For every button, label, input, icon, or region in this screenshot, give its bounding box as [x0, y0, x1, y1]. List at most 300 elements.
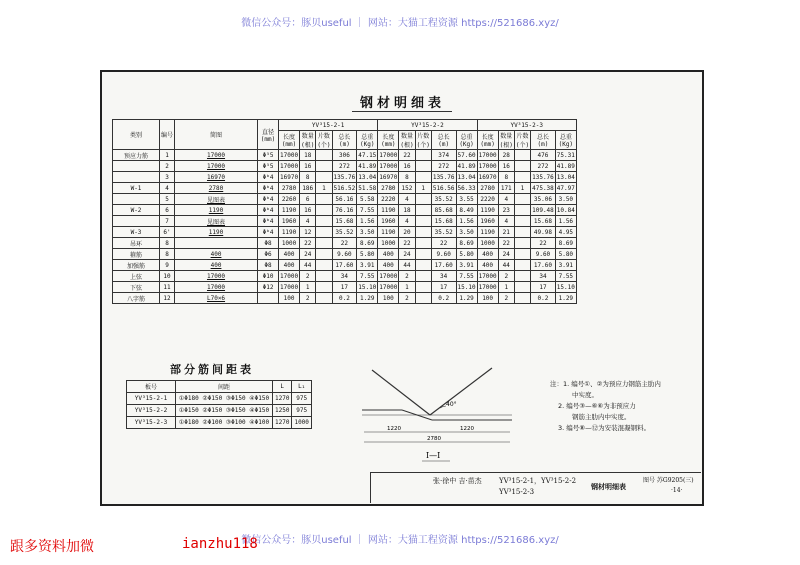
cell-value: 476: [531, 150, 556, 161]
cell-value: 34: [531, 271, 556, 282]
cell-value: 2: [498, 293, 514, 304]
cell-value: 17000: [280, 283, 299, 291]
cell-value: [514, 194, 530, 205]
cell-value: [514, 172, 530, 183]
cell-value: 1.29: [456, 293, 477, 304]
cell-value: 516.56: [432, 184, 455, 192]
cell-value: 17000: [379, 151, 398, 159]
cell-diameter: Φᵇ4: [258, 172, 279, 183]
cell-number: 5: [160, 194, 175, 205]
subheader-3-2: 数量 (根): [498, 131, 514, 150]
cell-value: 4: [498, 216, 514, 227]
cell-diameter: Φᵇ4: [258, 205, 279, 216]
cell-value: 3.50: [456, 227, 477, 238]
cell-number: 12: [160, 293, 175, 304]
cell-value: 3.55: [456, 194, 477, 205]
cell-sketch: 400: [175, 260, 258, 271]
angle-label: 40°: [446, 401, 457, 408]
cell-value: 3.91: [456, 260, 477, 271]
cell-value: 171: [498, 183, 514, 194]
cell-sketch: 17000: [175, 282, 258, 293]
cell-number: 8: [160, 238, 175, 249]
cell-sketch: 见图表: [175, 194, 258, 205]
table-row: [113, 282, 577, 293]
table-row: [113, 161, 577, 172]
cell-value: 1.56: [456, 216, 477, 227]
cell-value: 57.60: [457, 151, 476, 159]
cell-category: 加强筋: [113, 260, 160, 271]
steel-table-header-row1: [113, 120, 577, 131]
spacing-title: 部分筋间距表: [170, 363, 254, 376]
header-sketch: 简图: [175, 120, 258, 150]
cell-value: [415, 205, 431, 216]
cell-value: 15.10: [457, 283, 476, 291]
cell-value: [415, 282, 431, 293]
table-row: [113, 183, 577, 194]
cell-value: 1: [415, 183, 431, 194]
cell-value: 24: [498, 249, 514, 260]
note-line-3: 2. 编号③—⑥⑥为非预应力: [558, 402, 636, 410]
subheader-3-1: 长度 (mm): [477, 131, 498, 150]
cell-value: 186: [300, 183, 316, 194]
cell-value: 1000: [279, 238, 300, 249]
cell-value: 5.58: [357, 194, 378, 205]
cell-value: 5.80: [357, 249, 378, 260]
table-row: [113, 227, 577, 238]
cell-value: 8.69: [456, 238, 477, 249]
cell-value: 400: [477, 260, 498, 271]
cell-value: [415, 260, 431, 271]
cell-value: [415, 216, 431, 227]
cell-value: 22: [431, 238, 456, 249]
cell-number: 10: [160, 271, 175, 282]
spacing-row: [127, 405, 312, 417]
cell-value: 15.68: [332, 216, 357, 227]
table-row: [113, 205, 577, 216]
cell-value: 2220: [477, 194, 498, 205]
cell-value: 51.58: [358, 184, 377, 192]
cell-value: 17000: [478, 272, 497, 280]
cell-value: 22: [498, 238, 514, 249]
cell-value: 44: [300, 260, 316, 271]
spacing-table-body: [127, 393, 312, 429]
cell-category: 箍筋: [113, 249, 160, 260]
table-row: [113, 238, 577, 249]
header-group-3: YV³15-2-3: [477, 120, 576, 131]
cell-value: [415, 150, 431, 161]
header-diameter-label: 直径: [262, 128, 275, 136]
cell-value: 16: [300, 161, 316, 172]
cell-value: [514, 150, 530, 161]
subheader-1-4: 总长 (m): [332, 131, 357, 150]
cell-value: 47.97: [556, 184, 575, 192]
notes-block: [550, 379, 661, 434]
table-row: [113, 260, 577, 271]
cell-value: 7.55: [357, 271, 378, 282]
bent-arm-right: [430, 368, 492, 415]
cell-value: 13.04: [358, 173, 377, 181]
title-block-atlas-no: 图号 苏G9205(三): [643, 477, 694, 484]
cell-value: 100: [477, 293, 498, 304]
cell-value: 21: [498, 227, 514, 238]
cell-number: 4: [160, 183, 175, 194]
cell-category: [113, 216, 160, 227]
cell-value: [316, 205, 332, 216]
cell-value: [514, 249, 530, 260]
subheader-2-4: 总长 (m): [431, 131, 456, 150]
cell-value: 7.55: [456, 271, 477, 282]
cell-value: 1190: [279, 227, 300, 238]
dim-label-2: 1220: [460, 426, 474, 432]
cell-value: [316, 282, 332, 293]
cell-sketch: 见图表: [175, 216, 258, 227]
cell-value: 1190: [378, 227, 399, 238]
note-line-5: 3. 编号⑧—⑫为安装混凝钢料。: [558, 424, 651, 432]
cell-value: 10.84: [556, 206, 575, 214]
cell-value: [415, 194, 431, 205]
cell-value: 28: [498, 150, 514, 161]
cell-value: 35.52: [431, 227, 456, 238]
cell-value: 56.33: [457, 184, 476, 192]
cell-value: 0.2: [332, 293, 357, 304]
spacing-cell-spacing: ①Φ180 ②Φ100 ③Φ100 ④Φ100: [176, 417, 273, 429]
bent-bar-diagram: [342, 360, 542, 470]
cell-value: 41.89: [457, 162, 476, 170]
spacing-cell-board: YV³15-2-1: [127, 393, 176, 405]
cell-sketch: [175, 238, 258, 249]
table-row: [113, 194, 577, 205]
spacing-header-board: 板号: [127, 381, 176, 393]
cell-value: 4.95: [555, 227, 576, 238]
subheader-1-3: 片数 (个): [316, 131, 332, 150]
cell-value: [514, 271, 530, 282]
cell-value: 12: [300, 227, 316, 238]
table-row: [113, 249, 577, 260]
cell-value: 4: [300, 216, 316, 227]
cell-value: 135.76: [333, 173, 356, 181]
cell-value: 2: [399, 271, 415, 282]
cell-value: 75.31: [556, 151, 575, 159]
cell-value: 1: [300, 282, 316, 293]
cell-value: 1960: [378, 216, 399, 227]
cell-sketch: 1190: [175, 227, 258, 238]
title-block-models-2: YV³15-2-3: [499, 488, 535, 496]
table-title: 钢材明细表: [360, 96, 446, 111]
cell-value: [316, 161, 332, 172]
cell-value: 1: [514, 183, 530, 194]
cell-category: [113, 194, 160, 205]
cell-category: [113, 172, 160, 183]
cell-value: 17000: [478, 283, 497, 291]
header-category: 类别: [113, 120, 160, 150]
cell-value: 2: [300, 271, 316, 282]
cell-number: 8: [160, 249, 175, 260]
header-group-1: YV³15-2-1: [279, 120, 378, 131]
subheader-2-1: 长度 (mm): [378, 131, 399, 150]
cell-value: [514, 282, 530, 293]
cell-value: 8.69: [357, 238, 378, 249]
cell-value: 2: [498, 271, 514, 282]
cell-value: 8.49: [456, 205, 477, 216]
cell-value: 4: [498, 194, 514, 205]
spacing-cell-l1: 1000: [292, 417, 311, 429]
header-diameter-unit: (mm): [260, 135, 276, 143]
spacing-header-spacing: 间距: [176, 381, 273, 393]
cell-value: 1190: [477, 227, 498, 238]
cell-value: 9.60: [431, 249, 456, 260]
cell-value: 306: [332, 150, 357, 161]
spacing-header-l: L: [273, 381, 292, 393]
spacing-header-row: [127, 381, 312, 393]
cell-value: 7.55: [555, 271, 576, 282]
cell-value: 1960: [279, 216, 300, 227]
cell-value: 13.04: [556, 173, 575, 181]
cell-sketch: 2780: [175, 183, 258, 194]
cell-value: 17000: [379, 162, 398, 170]
spacing-cell-spacing: ①Φ150 ②Φ150 ③Φ150 ④Φ150: [176, 405, 273, 417]
cell-diameter: [258, 293, 279, 304]
subheader-3-5: 总重 (Kg): [555, 131, 576, 150]
cell-value: 22: [399, 150, 415, 161]
cell-value: [316, 150, 332, 161]
cell-value: 16: [498, 161, 514, 172]
cell-value: 76.16: [332, 205, 357, 216]
cell-value: 18: [399, 205, 415, 216]
cell-value: 516.52: [333, 184, 356, 192]
table-row: [113, 271, 577, 282]
cell-value: 1190: [378, 205, 399, 216]
cell-value: 4: [399, 194, 415, 205]
cell-value: 15.68: [431, 216, 456, 227]
title-block-models-1: YV³15-2-1，YV³15-2-2: [499, 477, 577, 485]
spacing-cell-spacing: ①Φ180 ②Φ150 ③Φ150 ④Φ150: [176, 393, 273, 405]
cell-value: 152: [399, 183, 415, 194]
cell-value: 17000: [280, 151, 299, 159]
cell-value: 2220: [378, 194, 399, 205]
cell-number: 7: [160, 216, 175, 227]
cell-sketch: L70×6: [175, 293, 258, 304]
cell-value: 13.04: [457, 173, 476, 181]
cell-value: 1000: [477, 238, 498, 249]
drawing-sheet: [100, 70, 704, 506]
cell-value: [316, 238, 332, 249]
cell-category: 下弦: [113, 282, 160, 293]
cell-value: 6: [300, 194, 316, 205]
cell-value: 1.56: [357, 216, 378, 227]
cell-number: 11: [160, 282, 175, 293]
cell-value: 475.38: [532, 184, 554, 192]
footer-contact-text: 跟多资料加微: [10, 539, 94, 555]
cell-value: 17: [431, 282, 456, 293]
spacing-cell-l1: 975: [292, 393, 311, 405]
cell-value: [415, 249, 431, 260]
cell-value: 20: [399, 227, 415, 238]
cell-value: [514, 205, 530, 216]
cell-category: W-1: [113, 183, 160, 194]
cell-diameter: Φ6: [258, 249, 279, 260]
cell-value: [514, 216, 530, 227]
cell-value: 22: [332, 238, 357, 249]
cell-value: 3.91: [555, 260, 576, 271]
header-number: 编号: [160, 120, 175, 150]
cell-value: 17000: [478, 162, 497, 170]
spacing-cell-l: 1250: [273, 405, 292, 417]
table-row: [113, 216, 577, 227]
subheader-1-1: 长度 (mm): [279, 131, 300, 150]
cell-value: 135.76: [532, 173, 554, 181]
cell-value: 8: [300, 172, 316, 183]
cell-value: 1.29: [357, 293, 378, 304]
cell-value: 8.69: [555, 238, 576, 249]
cell-value: 35.52: [332, 227, 357, 238]
cell-value: 44: [399, 260, 415, 271]
cell-diameter: Φ12: [258, 282, 279, 293]
cell-value: 18: [300, 150, 316, 161]
subheader-1-5: 总重 (Kg): [357, 131, 378, 150]
cell-value: 374: [431, 150, 456, 161]
cell-value: [415, 172, 431, 183]
cell-value: 400: [279, 249, 300, 260]
spacing-table: [126, 380, 312, 429]
cell-category: W-3: [113, 227, 160, 238]
cell-value: 272: [531, 161, 556, 172]
cell-value: 17000: [379, 272, 398, 280]
cell-value: [316, 194, 332, 205]
cell-value: 17000: [478, 151, 497, 159]
cell-value: 17.60: [431, 260, 456, 271]
cell-value: 9.60: [531, 249, 556, 260]
cell-value: [415, 227, 431, 238]
cell-value: 1960: [477, 216, 498, 227]
cell-diameter: Φ10: [258, 271, 279, 282]
section-label: I—I: [426, 451, 441, 460]
cell-value: 15.10: [358, 283, 377, 291]
cell-value: 16: [300, 205, 316, 216]
spacing-cell-board: YV³15-2-3: [127, 417, 176, 429]
cell-value: 1: [399, 282, 415, 293]
cell-value: 100: [378, 293, 399, 304]
cell-value: [316, 172, 332, 183]
cell-value: [415, 271, 431, 282]
title-block-page: ·14·: [671, 487, 683, 494]
steel-table: [112, 119, 577, 304]
cell-value: 41.89: [556, 162, 575, 170]
cell-value: [316, 249, 332, 260]
cell-value: 100: [279, 293, 300, 304]
cell-value: 135.76: [432, 173, 455, 181]
table-row: [113, 172, 577, 183]
cell-value: [316, 227, 332, 238]
cell-value: 17: [531, 282, 556, 293]
spacing-cell-l: 1270: [273, 417, 292, 429]
cell-value: 8: [498, 172, 514, 183]
bent-arm-left: [372, 370, 430, 415]
footer-contact-id: ianzhu118: [182, 536, 258, 552]
cell-value: [415, 238, 431, 249]
cell-value: 22: [399, 238, 415, 249]
cell-value: [316, 216, 332, 227]
cell-value: 85.68: [431, 205, 456, 216]
cell-value: 3.50: [555, 194, 576, 205]
cell-value: [514, 293, 530, 304]
spacing-cell-l1: 975: [292, 405, 311, 417]
cell-value: 34: [431, 271, 456, 282]
spacing-row: [127, 393, 312, 405]
cell-number: 6': [160, 227, 175, 238]
cell-value: 23: [498, 205, 514, 216]
cell-value: 3.91: [357, 260, 378, 271]
cell-value: 1190: [279, 205, 300, 216]
subheader-1-2: 数量 (根): [300, 131, 316, 150]
cell-value: 5.80: [555, 249, 576, 260]
cell-value: 24: [300, 249, 316, 260]
subheader-2-3: 片数 (个): [415, 131, 431, 150]
cell-number: 2: [160, 161, 175, 172]
cell-value: 35.52: [431, 194, 456, 205]
cell-value: 34: [332, 271, 357, 282]
cell-value: 41.89: [358, 162, 377, 170]
cell-category: 吊环: [113, 238, 160, 249]
cell-value: 15.10: [556, 283, 575, 291]
header-group-2: YV³15-2-2: [378, 120, 477, 131]
cell-value: 49.98: [531, 227, 556, 238]
cell-value: 16970: [379, 173, 398, 181]
cell-value: 400: [378, 249, 399, 260]
cell-diameter: Φᵇ4: [258, 216, 279, 227]
title-block-signatures: 张·徐中 吉·苗杰: [433, 477, 482, 485]
cell-value: 9.60: [332, 249, 357, 260]
subheader-3-3: 片数 (个): [514, 131, 530, 150]
cell-diameter: Φ8: [258, 260, 279, 271]
cell-diameter: Φ⁵5: [258, 161, 279, 172]
cell-value: [514, 260, 530, 271]
header-diameter: [258, 120, 279, 150]
cell-value: 5.80: [456, 249, 477, 260]
cell-category: 上弦: [113, 271, 160, 282]
cell-value: 35.06: [531, 194, 556, 205]
subheader-2-5: 总重 (Kg): [456, 131, 477, 150]
cell-value: 1: [316, 183, 332, 194]
cell-value: 8: [399, 172, 415, 183]
watermark-bottom: 微信公众号：豚贝useful ｜ 网站：大猫工程资源 https://521686.xyz/: [241, 535, 559, 546]
cell-value: 400: [477, 249, 498, 260]
cell-value: 16970: [478, 173, 497, 181]
cell-value: 0.2: [431, 293, 456, 304]
title-block-drawing-name: 钢材明细表: [591, 482, 626, 491]
cell-value: 1.56: [555, 216, 576, 227]
cell-value: 272: [332, 161, 357, 172]
cell-diameter: Φᵇ4: [258, 227, 279, 238]
note-line-4: 钢筋主肋内中实度。: [572, 413, 631, 421]
cell-value: 1000: [378, 238, 399, 249]
cell-value: [415, 293, 431, 304]
cell-value: 0.2: [531, 293, 556, 304]
cell-value: [316, 260, 332, 271]
cell-sketch: 1190: [175, 205, 258, 216]
table-row: [113, 293, 577, 304]
cell-value: 44: [498, 260, 514, 271]
cell-category: 预应力筋: [113, 150, 160, 161]
dim-total-label: 2780: [427, 436, 441, 442]
title-block: [370, 472, 701, 503]
cell-value: 109.48: [532, 206, 554, 214]
cell-value: 17000: [280, 272, 299, 280]
cell-value: 400: [378, 260, 399, 271]
cell-value: 1: [498, 282, 514, 293]
cell-category: W-2: [113, 205, 160, 216]
cell-diameter: Φᵇ4: [258, 194, 279, 205]
cell-value: 2780: [279, 183, 300, 194]
